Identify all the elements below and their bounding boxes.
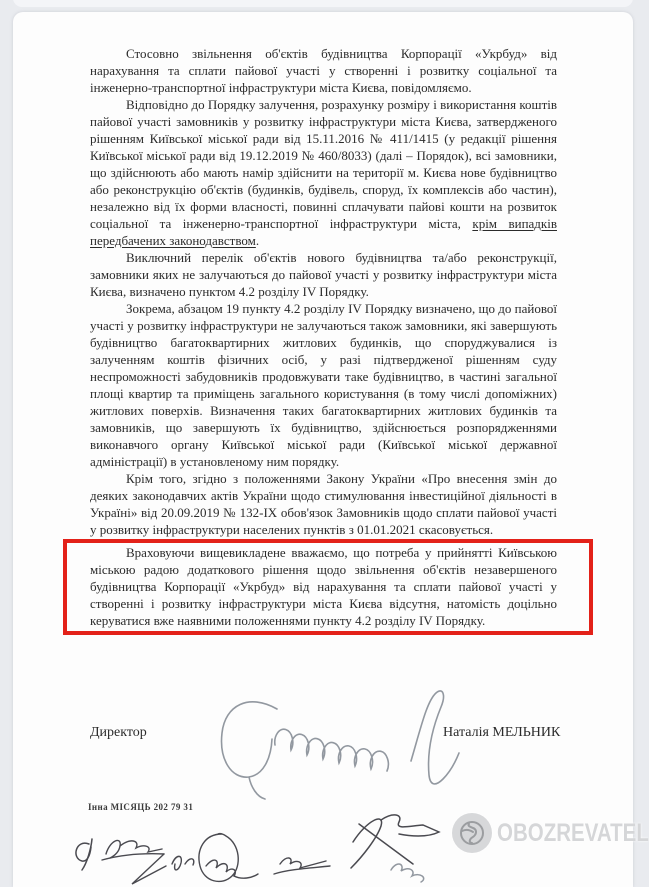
highlighted-paragraph: Враховуючи вищевикладене вважаємо, що потреба у прийнятті Київською міською радою додаткового рішення щодо звільнення об'єктів незавершеного будівництва Корпорації «Укрбуд» від нарахування та сплати пайової участі у створенні і розвитку інфраструктури міста Києва відсутня, натомість доцільно керуватися вже наявними положеннями пункту 4.2 розділу IV Порядку. [63, 539, 593, 635]
watermark [452, 813, 649, 853]
bottom-signature-3 [166, 830, 266, 887]
paragraph: Виключний перелік об'єктів нового будівництва та/або реконструкції, замовники яких не залучаються до пайової участі у розвитку інфраструктури міста Києва, визначено пунктом 4.2 розділу IV Порядку. [90, 250, 557, 299]
paragraph: Зокрема, абзацом 19 пункту 4.2 розділу IV Порядку визначено, що до пайової участі у розвитку інфраструктури не залучаються також замовники, які завершують будівництво багатоквартирних житлових будинків, що споруджувалися із залученням коштів фізичних осіб, у разі підтвердженої рішенням суду неспроможності забудовників продовжувати таке будівництво, в частині загальної площі квартир та приміщень загального користування (в тому числі допоміжних) житлових поверхів. Визначення таких багатоквартирних житлових будинків та замовників, що завершують їх будівництво, здійснюється розпорядженнями виконавчого органу Київської міської ради (Київської міської державної адміністрації) в установленому ним порядку. [90, 301, 557, 469]
document-body [13, 12, 633, 635]
signatory-role: Директор [90, 725, 147, 740]
bottom-signature-2 [98, 832, 170, 887]
bottom-signature-4 [270, 850, 334, 880]
globe-icon [452, 813, 492, 853]
signatory-name: Наталія МЕЛЬНИК [443, 725, 561, 740]
director-signature [215, 687, 467, 805]
document-page [13, 12, 649, 887]
paragraph: Стосовно звільнення об'єктів будівництва Корпорації «Укрбуд» від нарахування та сплати пайової участі у створенні і розвитку соціальної та інженерно-транспортної інфраструктури міста Києва, повідомляємо. [90, 46, 557, 95]
watermark-label: OBOZREVATEL [497, 818, 649, 847]
bottom-signature-5 [335, 810, 465, 887]
paragraph: Відповідно до Порядку залучення, розрахунку розміру і використання коштів пайової участі замовників у розвитку інфраструктури міста Києва, затвердженого рішенням Київської міської ради від 15.11.2016 № 411/1415 (у редакції рішення Київської міської ради від 19.12.2019 № 460/8033) (далі – Порядок), всі замовники, що здійснюють або мають намір здійснити на території м. Києва нове будівництво або реконструкцію об'єктів (будинків, будівель, споруд, їх комплексів або частин), незалежно від їх форми власності, повинні сплачувати пайові кошти на розвиток соціальної та інженерно-транспортної інфраструктури міста, крім випадків передбачених законодавством. [90, 97, 557, 248]
bottom-signature-1 [70, 836, 96, 872]
paragraph: Крім того, згідно з положеннями Закону України «Про внесення змін до деяких законодавчих актів України щодо стимулювання інвестиційної діяльності в Україні» від 20.09.2019 № 132-ІХ обов'язок Замовників щодо сплати пайової участі у розвитку інфраструктури населених пунктів з 01.01.2021 скасовується. [90, 471, 557, 537]
previous-card-edge [13, 0, 633, 7]
footer-contact: Інна МІСЯЦЬ 202 79 31 [88, 802, 194, 812]
